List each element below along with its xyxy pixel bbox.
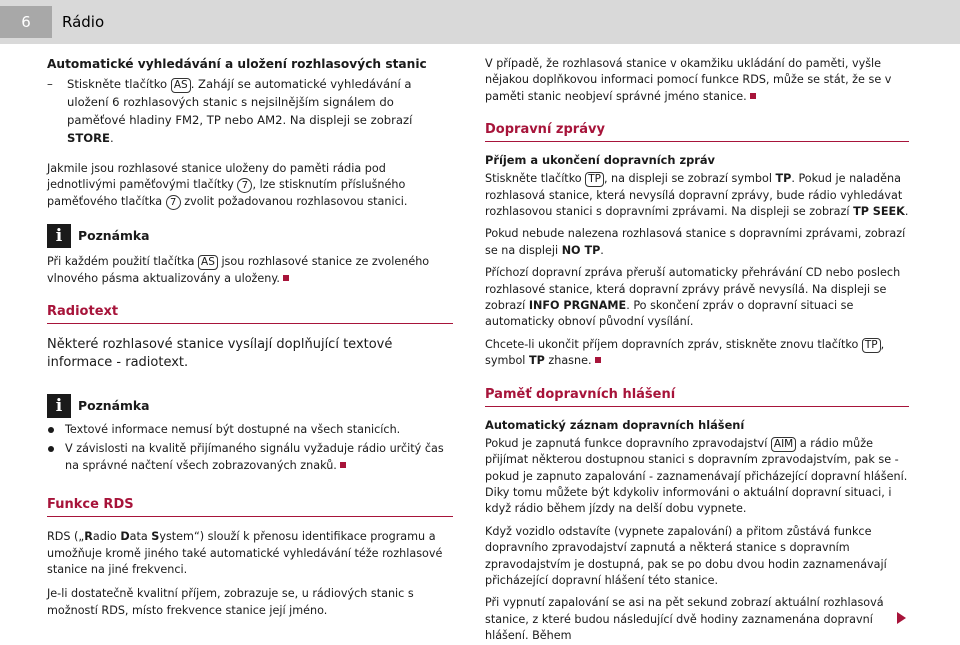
tp-symbol: TP [775,172,792,186]
step-text-pre: Stiskněte tlačítko [67,77,168,91]
tp-seek-label: TP SEEK [853,205,905,219]
rds-text: ata [129,530,152,544]
traffic-paragraph-2 [485,226,909,259]
rds-letter: D [120,530,130,544]
preset-button-7-icon: 7 [237,178,252,193]
rds-text: ystem“) slouží k přenosu identifikace programu a umožňuje kromě jiného také automatické vyhledávání téže rozhlasové stanice na jiné frekvenci. [47,530,443,577]
note-1-title: Poznámka [78,228,150,244]
traffic-heading: Dopravní zprávy [485,121,909,142]
step-dash: – [47,77,53,91]
t4-pre: Chcete-li ukončit příjem dopravních zpráv, stiskněte znovu tlačítko [485,337,859,351]
step-text-post: . Zahájí se automatické vyhledávání a uložení 6 rozhlasových stanic s nejsilnějším signálem do paměťové hladiny FM2, TP nebo AM2. Na displeji se zobrazí [67,77,413,127]
memory-subheading: Automatický záznam dopravních hlášení [485,417,745,432]
memory-paragraph-1 [485,436,909,518]
m1-post: a rádio může přijímat některou dostupnou stanici s dopravním zpravodajstvím, pak se - pokud je zapnuto zapalování - zaznamenávají přicházející dopravní hlášení. Diky tomu můžete být kdykoliv informováni o aktuální dopravní situaci, i když rádio během jízdy na delší dobu vypnete. [485,436,908,516]
t2-pre: Pokud nebude nalezena rozhlasová stanice s dopravními zprávami, zobrazí se na displeji [485,227,906,257]
page-header [0,0,960,44]
end-marker-icon [750,93,756,99]
note-2-bullet [47,441,453,474]
tp-symbol: TP [528,354,545,368]
info-icon: i [47,394,71,418]
rds-letter: S [151,530,160,544]
info-icon: i [47,224,71,248]
rds-paragraph-2: Je-li dostatečně kvalitní příjem, zobrazuje se, u rádiových stanic s možností RDS, místo frekvence stanice její jméno. [47,587,414,617]
end-marker-icon [283,275,289,281]
t1-end: . [904,205,909,219]
step-end: . [109,131,114,145]
traffic-subheading: Příjem a ukončení dopravních zpráv [485,153,715,168]
radiotext-heading: Radiotext [47,303,453,324]
note-1-text-post: jsou rozhlasové stanice ze zvoleného vlnového pásma aktualizovány a uloženy. [47,255,430,285]
rds-text: adio [92,530,121,544]
left-column [47,56,453,619]
note-2-header [47,394,453,420]
auto-search-heading: Automatické vyhledávání a uložení rozhlasových stanic [47,57,427,71]
t3-post: . Po skončení zpráv o dopravní situaci se automaticky obnoví původní vysílání. [485,299,854,329]
bullet-icon [48,446,54,452]
radiotext-paragraph: Některé rozhlasové stanice vysílají doplňující textové informace - radiotext. [47,337,393,371]
t1-post: . Pokud je naladěna rozhlasová stanice, která nevysílá dopravní zprávy, bude rádio vyhledávat rozhlasovou stanici s dopravními zprávami. Na displeji se zobrazí [485,172,903,219]
t3-pre: Příchozí dopravní zpráva přeruší automaticky přehrávání CD nebo poslech rozhlasové stanice, která dopravní zprávy právě nevysílá. Na displeji se zobrazí [485,266,901,313]
traffic-paragraph-4 [485,337,909,370]
note-1-text-pre: Při každém použití tlačítka [47,255,195,269]
rds-intro-text: V případě, že rozhlasová stanice v okamžiku ukládání do paměti, vyšle nějakou doplňkovou informaci pomocí funkce RDS, může se stát, že se v paměti stanic neobjeví správné jméno stanice. [485,57,892,103]
preset-text-pre: Jakmile jsou rozhlasové stanice uloženy do paměti rádia pod jednotlivými paměťovými tlačítky [47,162,386,192]
store-label: STORE [67,131,110,145]
m1-pre: Pokud je zapnutá funkce dopravního zpravodajství [485,436,768,450]
page-number: 6 [0,6,52,38]
tp-key-icon: TP [585,172,604,187]
rds-intro-paragraph [485,56,909,105]
memory-paragraph-3: Při vypnutí zapalování se asi na pět sekund zobrazí aktuální rozhlasová stanice, z které budou následující dvě hodiny zaznamenána dopravní hlášení. Během [485,596,884,643]
rds-paragraph-1 [47,529,453,578]
as-key-icon: AS [171,78,191,93]
note-1-header [47,224,453,250]
as-key-icon: AS [198,255,218,270]
preset-text-mid: , lze stisknutím příslušného paměťového tlačítka [47,178,406,208]
bullet-icon [48,427,54,433]
t4-post: zhasne. [544,354,592,368]
traffic-paragraph-1 [485,171,909,220]
note-2-bullet-text: Textové informace nemusí být dostupné na všech stanicích. [65,423,401,437]
preset-paragraph [47,161,453,210]
right-column [485,56,909,645]
auto-search-step [47,75,453,147]
rds-heading: Funkce RDS [47,496,453,517]
t1-pre: Stiskněte tlačítko [485,172,582,186]
memory-heading: Paměť dopravních hlášení [485,386,909,407]
memory-paragraph-2: Když vozidlo odstavíte (vypnete zapalování) a přitom zůstává funkce dopravního zpravodajství zapnutá a některá stanice s dopravním zpravodajstvím je dostupná, pak se po dobu dvou hodin zaznamenávají přicházející dopravní hlášení této stanice. [485,524,887,587]
end-marker-icon [595,357,601,363]
note-2-bullet [47,422,453,438]
rds-text: RDS („ [47,530,85,544]
traffic-paragraph-3 [485,265,909,331]
continue-arrow-icon [897,612,906,624]
tp-key-icon: TP [862,338,881,353]
t2-end: . [600,243,604,257]
t4-mid: , symbol [485,337,885,368]
note-2-title: Poznámka [78,398,150,414]
no-tp-label: NO TP [561,243,601,257]
t1-mid: , na displeji se zobrazí symbol [603,172,772,186]
preset-button-7-icon: 7 [166,195,181,210]
note-2-bullet-text: V závislosti na kvalitě přijímaného signálu vyžaduje rádio určitý čas na správné načtení všech zobrazovaných znaků. [65,442,444,472]
preset-text-post: zvolit požadovanou rozhlasovou stanici. [180,194,408,208]
info-prgname-label: INFO PRGNAME [528,299,627,313]
note-1-text [47,254,453,287]
section-title: Rádio [62,13,105,31]
end-marker-icon [340,462,346,468]
aim-key-icon: AIM [771,437,796,452]
rds-letter: R [84,530,93,544]
